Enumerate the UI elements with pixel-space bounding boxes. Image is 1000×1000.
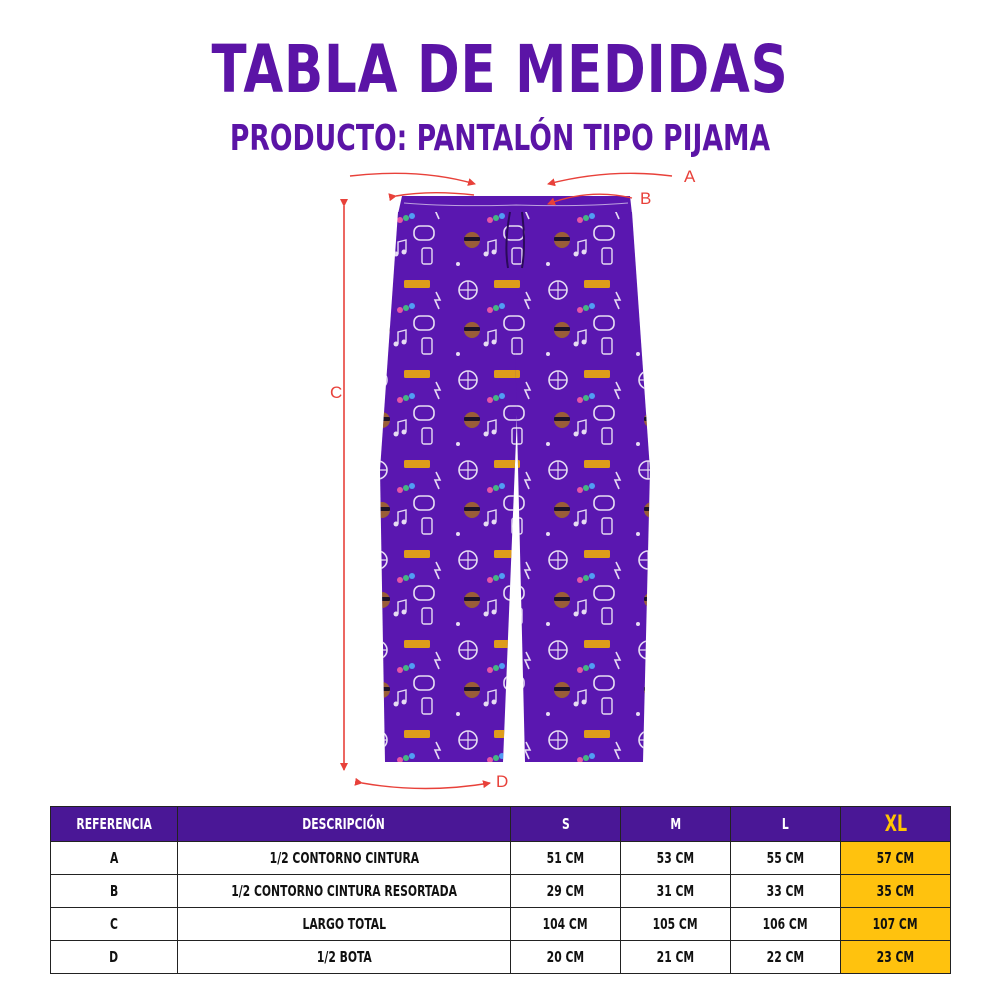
- product-subtitle: PRODUCTO: PANTALÓN TIPO PIJAMA: [229, 118, 771, 159]
- dimension-d-arrow: [362, 783, 490, 789]
- cell-ref: C: [51, 908, 178, 941]
- header-size-xl: XL: [841, 807, 951, 842]
- dimension-a-arrow-right: [548, 173, 672, 184]
- cell-s: 51 CM: [511, 842, 621, 875]
- dimension-c-label: C: [330, 383, 343, 402]
- cell-description: 1/2 BOTA: [178, 941, 511, 974]
- page-title: TABLA DE MEDIDAS: [211, 31, 789, 108]
- cell-description: LARGO TOTAL: [178, 908, 511, 941]
- dimension-b-arrow-left: [396, 193, 474, 196]
- cell-l: 22 CM: [731, 941, 841, 974]
- cell-m: 31 CM: [621, 875, 731, 908]
- size-table: [50, 806, 951, 974]
- cell-description: 1/2 CONTORNO CINTURA: [178, 842, 511, 875]
- dimension-a-label: A: [684, 167, 696, 186]
- cell-l: 33 CM: [731, 875, 841, 908]
- dimension-a-arrow-left: [350, 173, 475, 184]
- cell-xl: 35 CM: [841, 875, 951, 908]
- header-size-m: M: [621, 807, 731, 842]
- cell-s: 29 CM: [511, 875, 621, 908]
- cell-m: 53 CM: [621, 842, 731, 875]
- table-row: [51, 875, 951, 908]
- cell-l: 55 CM: [731, 842, 841, 875]
- cell-ref: D: [51, 941, 178, 974]
- table-row: [51, 842, 951, 875]
- cell-ref: A: [51, 842, 178, 875]
- cell-s: 20 CM: [511, 941, 621, 974]
- cell-xl: 107 CM: [841, 908, 951, 941]
- table-row: [51, 908, 951, 941]
- cell-m: 105 CM: [621, 908, 731, 941]
- dimension-d-label: D: [496, 772, 509, 791]
- table-header-row: [51, 807, 951, 842]
- table-row: [51, 941, 951, 974]
- cell-xl: 57 CM: [841, 842, 951, 875]
- cell-l: 106 CM: [731, 908, 841, 941]
- cell-xl: 23 CM: [841, 941, 951, 974]
- cell-ref: B: [51, 875, 178, 908]
- header-size-l: L: [731, 807, 841, 842]
- header-descripcion: DESCRIPCIÓN: [178, 807, 511, 842]
- header-size-s: S: [511, 807, 621, 842]
- cell-s: 104 CM: [511, 908, 621, 941]
- cell-m: 21 CM: [621, 941, 731, 974]
- header-referencia: REFERENCIA: [51, 807, 178, 842]
- cell-description: 1/2 CONTORNO CINTURA RESORTADA: [178, 875, 511, 908]
- dimension-b-label: B: [640, 189, 652, 208]
